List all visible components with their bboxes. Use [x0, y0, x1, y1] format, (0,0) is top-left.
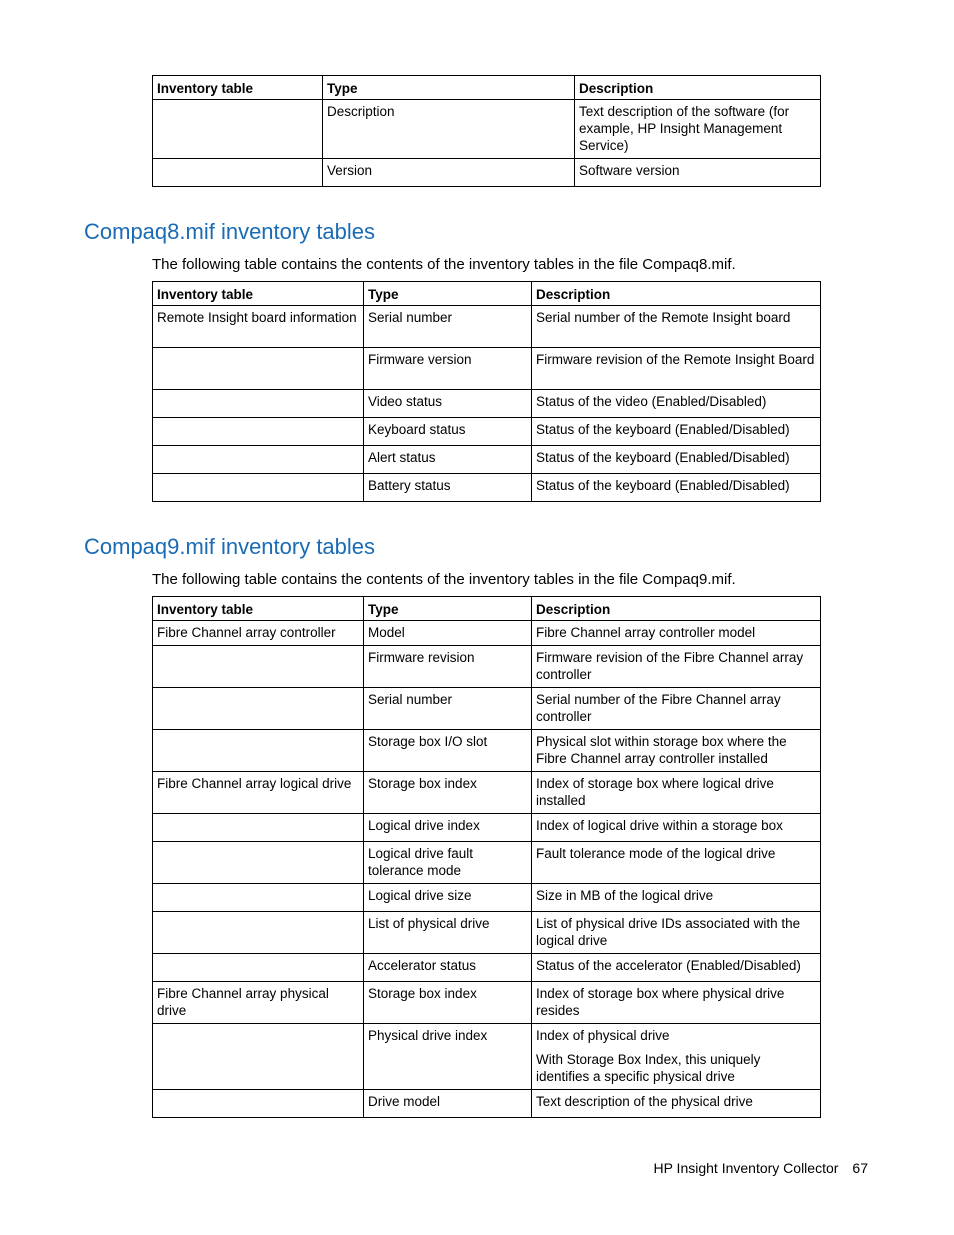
table-row — [153, 390, 821, 418]
cell-description — [532, 418, 821, 446]
cell-type: Logical drive fault tolerance mode — [364, 842, 532, 884]
cell-description — [532, 1024, 821, 1090]
cell-inventory-table — [153, 348, 364, 390]
description-line: Status of the keyboard (Enabled/Disabled) — [536, 450, 790, 465]
cell-description — [532, 814, 821, 842]
cell-description — [532, 390, 821, 418]
cell-inventory-table: Fibre Channel array controller — [153, 621, 364, 646]
cell-description — [532, 772, 821, 814]
header-type: Type — [364, 597, 532, 621]
cell-description — [532, 474, 821, 502]
description-line: Status of the keyboard (Enabled/Disabled) — [536, 422, 790, 437]
table-row — [153, 912, 821, 954]
cell-inventory-table — [153, 1024, 364, 1090]
cell-description — [532, 306, 821, 348]
table-row — [153, 621, 821, 646]
cell-type: Firmware revision — [364, 646, 532, 688]
table-row — [153, 306, 821, 348]
table-row — [153, 730, 821, 772]
table-header-row — [153, 76, 821, 100]
header-inventory-table: Inventory table — [153, 76, 323, 100]
compaq8-inventory-table — [152, 281, 821, 502]
cell-description — [575, 100, 821, 159]
table-row — [153, 159, 821, 187]
cell-description — [575, 159, 821, 187]
cell-inventory-table: Remote Insight board information — [153, 306, 364, 348]
cell-type: Physical drive index — [364, 1024, 532, 1090]
cell-inventory-table — [153, 474, 364, 502]
cell-type: Description — [323, 100, 575, 159]
cell-type: Video status — [364, 390, 532, 418]
description-line: With Storage Box Index, this uniquely identifies a specific physical drive — [536, 1052, 761, 1084]
table-row — [153, 474, 821, 502]
table-row — [153, 646, 821, 688]
cell-inventory-table — [153, 954, 364, 982]
cell-inventory-table — [153, 688, 364, 730]
header-inventory-table: Inventory table — [153, 282, 364, 306]
table-row — [153, 884, 821, 912]
page-number: 67 — [852, 1160, 868, 1176]
cell-type: Model — [364, 621, 532, 646]
table-row — [153, 1024, 821, 1090]
table-row — [153, 446, 821, 474]
software-inventory-table — [152, 75, 821, 187]
cell-description — [532, 884, 821, 912]
description-line: Status of the keyboard (Enabled/Disabled) — [536, 478, 790, 493]
description-line: Size in MB of the logical drive — [536, 888, 714, 903]
cell-description — [532, 446, 821, 474]
cell-type: Storage box index — [364, 772, 532, 814]
compaq9-intro: The following table contains the contents of the inventory tables in the file Compaq9.mif. — [152, 571, 736, 588]
description-line: Physical slot within storage box where the Fibre Channel array controller installed — [536, 734, 787, 766]
cell-description — [532, 621, 821, 646]
cell-inventory-table — [153, 418, 364, 446]
cell-description — [532, 646, 821, 688]
cell-type: Version — [323, 159, 575, 187]
compaq9-heading: Compaq9.mif inventory tables — [84, 534, 376, 559]
footer-title: HP Insight Inventory Collector — [653, 1160, 839, 1176]
cell-type: Keyboard status — [364, 418, 532, 446]
description-line: Serial number of the Remote Insight board — [536, 310, 791, 325]
table-row — [153, 348, 821, 390]
cell-description — [532, 982, 821, 1024]
cell-type: Storage box I/O slot — [364, 730, 532, 772]
table-row — [153, 688, 821, 730]
header-type: Type — [323, 76, 575, 100]
cell-inventory-table — [153, 912, 364, 954]
cell-inventory-table — [153, 390, 364, 418]
cell-type: Serial number — [364, 306, 532, 348]
cell-inventory-table — [153, 646, 364, 688]
header-description: Description — [532, 597, 821, 621]
cell-inventory-table — [153, 100, 323, 159]
header-description: Description — [532, 282, 821, 306]
cell-type: List of physical drive — [364, 912, 532, 954]
table-header-row — [153, 597, 821, 621]
header-type: Type — [364, 282, 532, 306]
cell-description — [532, 912, 821, 954]
description-line: Status of the accelerator (Enabled/Disabled) — [536, 958, 801, 973]
cell-inventory-table: Fibre Channel array physical drive — [153, 982, 364, 1024]
cell-type: Battery status — [364, 474, 532, 502]
page-footer — [653, 1159, 868, 1177]
description-line: Fault tolerance mode of the logical drive — [536, 846, 776, 861]
description-line: Text description of the physical drive — [536, 1094, 753, 1109]
description-line: Index of storage box where logical drive installed — [536, 776, 774, 808]
cell-type: Accelerator status — [364, 954, 532, 982]
cell-description — [532, 954, 821, 982]
cell-inventory-table — [153, 730, 364, 772]
description-line: Text description of the software (for example, HP Insight Management Service) — [579, 104, 790, 153]
table-header-row — [153, 282, 821, 306]
cell-inventory-table: Fibre Channel array logical drive — [153, 772, 364, 814]
description-line: Index of physical drive — [536, 1028, 670, 1043]
cell-inventory-table — [153, 1090, 364, 1118]
table-row — [153, 772, 821, 814]
cell-type: Storage box index — [364, 982, 532, 1024]
table-row — [153, 1090, 821, 1118]
compaq9-inventory-table — [152, 596, 821, 1118]
description-line: Software version — [579, 163, 680, 178]
cell-description — [532, 842, 821, 884]
cell-type: Serial number — [364, 688, 532, 730]
table-row — [153, 100, 821, 159]
compaq8-intro: The following table contains the contents of the inventory tables in the file Compaq8.mif. — [152, 256, 736, 273]
cell-description — [532, 1090, 821, 1118]
description-line: Index of logical drive within a storage box — [536, 818, 783, 833]
compaq8-heading: Compaq8.mif inventory tables — [84, 219, 376, 244]
table-row — [153, 982, 821, 1024]
description-line: Fibre Channel array controller model — [536, 625, 756, 640]
cell-inventory-table — [153, 446, 364, 474]
cell-type: Logical drive index — [364, 814, 532, 842]
description-line: Status of the video (Enabled/Disabled) — [536, 394, 767, 409]
cell-description — [532, 730, 821, 772]
description-line: Index of storage box where physical drive resides — [536, 986, 785, 1018]
table-row — [153, 954, 821, 982]
cell-inventory-table — [153, 884, 364, 912]
description-line: Firmware revision of the Fibre Channel array controller — [536, 650, 804, 682]
cell-inventory-table — [153, 842, 364, 884]
header-description: Description — [575, 76, 821, 100]
cell-description — [532, 688, 821, 730]
cell-description — [532, 348, 821, 390]
cell-type: Firmware version — [364, 348, 532, 390]
table-row — [153, 814, 821, 842]
table-row — [153, 418, 821, 446]
cell-type: Alert status — [364, 446, 532, 474]
description-line: Serial number of the Fibre Channel array controller — [536, 692, 781, 724]
header-inventory-table: Inventory table — [153, 597, 364, 621]
cell-inventory-table — [153, 159, 323, 187]
cell-type: Drive model — [364, 1090, 532, 1118]
description-line: Firmware revision of the Remote Insight Board — [536, 352, 815, 367]
table-row — [153, 842, 821, 884]
cell-inventory-table — [153, 814, 364, 842]
cell-type: Logical drive size — [364, 884, 532, 912]
description-line: List of physical drive IDs associated with the logical drive — [536, 916, 801, 948]
